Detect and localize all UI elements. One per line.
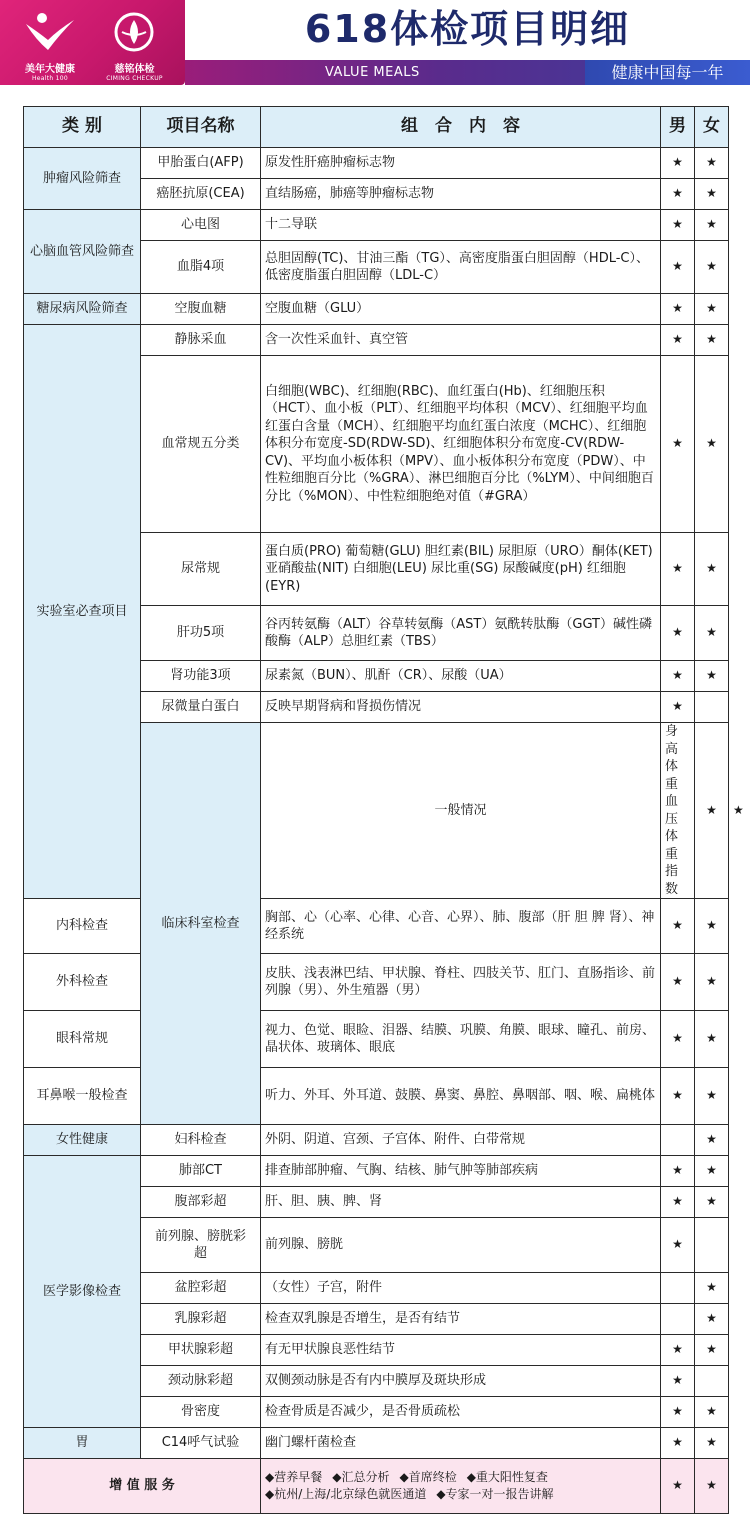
category-cell: 肿瘤风险筛查 [24,148,141,210]
ciming-name: 慈铭体检 [114,64,155,75]
female-mark: ★ [695,606,729,661]
item-content: 白细胞(WBC)、红细胞(RBC)、血红蛋白(Hb)、红细胞压积（HCT）、血小板（PLT）、红细胞平均体积（MCV）、红细胞平均血红蛋白含量（MCH）、红细胞平均血红蛋白浓度（MCHC）、红细胞体积分布宽度-SD(RDW-SD)、红细胞体积分布宽度-CV(RDW-CV)、平均血小板体积（MPV）、血小板体积分布宽度（PDW）、中性粒细胞百分比（%GRA）、淋巴细胞百分比（%LYM）、中间细胞百分比（%MON）、中性粒细胞绝对值（#GRA） [261,356,661,533]
item-content: 检查双乳腺是否增生，是否有结节 [261,1304,661,1335]
male-mark: ★ [661,1068,695,1125]
category-cell: 临床科室检查 [141,723,261,1125]
item-name: 耳鼻喉一般检查 [24,1068,141,1125]
male-mark: ★ [661,294,695,325]
item-name: 妇科检查 [141,1125,261,1156]
male-mark: ★ [661,210,695,241]
table-row [24,1156,729,1187]
female-mark: ★ [695,1273,729,1304]
male-mark: ★ [661,899,695,954]
female-mark: ★ [695,533,729,606]
male-mark: ★ [661,241,695,294]
header-male: 男 [661,107,695,148]
checkup-table [23,106,744,1514]
extra-services-row [24,1459,729,1514]
item-content: 双侧颈动脉是否有内中膜厚及斑块形成 [261,1366,661,1397]
female-mark: ★ [695,356,729,533]
meinian-logo [14,10,86,82]
table-row [24,1125,729,1156]
logo-panel [0,0,185,85]
service-item: ◆杭州/上海/北京绿色就医通道 [265,1487,427,1501]
item-content: 空腹血糖（GLU） [261,294,661,325]
page-title: 618体检项目明细 [304,7,631,51]
item-content: 检查骨质是否减少，是否骨质疏松 [261,1397,661,1428]
table-header-row [24,107,729,148]
female-mark: ★ [695,1187,729,1218]
item-content: 皮肤、浅表淋巴结、甲状腺、脊柱、四肢关节、肛门、直肠指诊、前列腺（男）、外生殖器（男） [261,954,661,1011]
male-mark: ★ [661,1011,695,1068]
female-mark: ★ [695,1335,729,1366]
header-category: 类 别 [24,107,141,148]
table-row [24,1011,729,1068]
category-cell: 女性健康 [24,1125,141,1156]
male-mark: ★ [661,1366,695,1397]
category-cell: 实验室必查项目 [24,325,141,899]
male-mark: ★ [661,692,695,723]
table-row [24,294,729,325]
header-item: 项目名称 [141,107,261,148]
male-mark [661,1304,695,1335]
slogan: 健康中国每一年 [585,60,750,85]
item-name: 颈动脉彩超 [141,1366,261,1397]
male-mark: ★ [661,179,695,210]
service-item: ◆首席终检 [399,1470,457,1484]
item-name: 静脉采血 [141,325,261,356]
female-mark: ★ [695,1125,729,1156]
female-mark: ★ [695,179,729,210]
item-name: 癌胚抗原(CEA) [141,179,261,210]
female-mark: ★ [695,1428,729,1459]
item-name: 空腹血糖 [141,294,261,325]
male-mark: ★ [661,1187,695,1218]
category-cell: 胃 [24,1428,141,1459]
service-item: ◆营养早餐 [265,1470,323,1484]
female-mark: ★ [695,1068,729,1125]
female-mark: ★ [695,241,729,294]
extra-services-content [261,1459,661,1514]
item-content: 肝、胆、胰、脾、肾 [261,1187,661,1218]
table-row [24,1068,729,1125]
item-name: 肺部CT [141,1156,261,1187]
female-mark: ★ [695,661,729,692]
item-content: 胸部、心（心率、心律、心音、心界）、肺、腹部（肝 胆 脾 肾）、神经系统 [261,899,661,954]
item-name: 甲状腺彩超 [141,1335,261,1366]
meinian-logo-icon [14,10,86,56]
female-mark: ★ [695,1304,729,1335]
male-mark: ★ [661,661,695,692]
male-mark: ★ [661,148,695,179]
item-content: 排查肺部肿瘤、气胸、结核、肺气肿等肺部疾病 [261,1156,661,1187]
item-name: 外科检查 [24,954,141,1011]
item-name: 前列腺、膀胱彩超 [141,1218,261,1273]
male-mark [661,1273,695,1304]
male-mark: ★ [661,1428,695,1459]
male-mark: ★ [661,1156,695,1187]
header-female: 女 [695,107,729,148]
female-mark: ★ [695,294,729,325]
item-name: 血脂4项 [141,241,261,294]
male-mark: ★ [661,325,695,356]
service-item: ◆重大阳性复查 [466,1470,548,1484]
item-content: 幽门螺杆菌检查 [261,1428,661,1459]
service-item: ◆专家一对一报告讲解 [436,1487,554,1501]
male-mark: ★ [661,533,695,606]
female-mark [695,692,729,723]
item-name: 甲胎蛋白(AFP) [141,148,261,179]
female-mark: ★ [695,1156,729,1187]
item-name: C14呼气试验 [141,1428,261,1459]
item-content: 外阴、阴道、宫颈、子宫体、附件、白带常规 [261,1125,661,1156]
item-content: 总胆固醇(TC)、甘油三酯（TG）、高密度脂蛋白胆固醇（HDL-C）、低密度脂蛋白胆固醇（LDL-C） [261,241,661,294]
table-row [24,325,729,356]
value-meals-label: VALUE MEALS [325,65,420,80]
item-name: 血常规五分类 [141,356,261,533]
item-content: 视力、色觉、眼睑、泪器、结膜、巩膜、角膜、眼球、瞳孔、前房、晶状体、玻璃体、眼底 [261,1011,661,1068]
item-name: 骨密度 [141,1397,261,1428]
meinian-name: 美年大健康 [25,64,75,75]
item-name: 盆腔彩超 [141,1273,261,1304]
item-content: 蛋白质(PRO) 葡萄糖(GLU) 胆红素(BIL) 尿胆原（URO）酮体(KET) 亚硝酸盐(NIT) 白细胞(LEU) 尿比重(SG) 尿酸碱度(pH) 红细胞(EYR) [261,533,661,606]
female-mark: ★ [695,1397,729,1428]
male-mark [661,1125,695,1156]
item-content: 十二导联 [261,210,661,241]
item-name: 肾功能3项 [141,661,261,692]
male-mark: ★ [695,723,729,899]
table-row [24,210,729,241]
male-mark: ★ [661,1459,695,1514]
female-mark: ★ [695,954,729,1011]
ciming-logo-icon [92,10,177,56]
ciming-logo [92,10,177,82]
item-name: 内科检查 [24,899,141,954]
male-mark: ★ [661,356,695,533]
item-name: 心电图 [141,210,261,241]
header-content: 组 合 内 容 [261,107,661,148]
table-row [24,1428,729,1459]
ciming-en: CIMING CHECKUP [106,75,163,82]
item-content: （女性）子宫，附件 [261,1273,661,1304]
male-mark: ★ [661,1397,695,1428]
item-content: 前列腺、膀胱 [261,1218,661,1273]
item-content: 含一次性采血针、真空管 [261,325,661,356]
table-row [24,899,729,954]
category-cell: 心脑血管风险筛查 [24,210,141,294]
item-content: 听力、外耳、外耳道、鼓膜、鼻窦、鼻腔、鼻咽部、咽、喉、扁桃体 [261,1068,661,1125]
male-mark: ★ [661,1335,695,1366]
category-cell: 糖尿病风险筛查 [24,294,141,325]
male-mark: ★ [661,954,695,1011]
item-content: 原发性肝癌肿瘤标志物 [261,148,661,179]
item-content: 有无甲状腺良恶性结节 [261,1335,661,1366]
male-mark: ★ [661,1218,695,1273]
item-content: 尿素氮（BUN）、肌酐（CR）、尿酸（UA） [261,661,661,692]
female-mark: ★ [695,148,729,179]
item-name: 肝功5项 [141,606,261,661]
item-name: 一般情况 [261,723,661,899]
category-cell: 医学影像检查 [24,1156,141,1428]
table-row: 临床科室检查 一般情况 身高 体重 血压 体重指数 ★ ★ [24,723,729,899]
table-row [24,148,729,179]
meinian-en: Health 100 [31,75,69,82]
item-name: 尿常规 [141,533,261,606]
item-content: 直结肠癌，肺癌等肿瘤标志物 [261,179,661,210]
service-item: ◆汇总分析 [332,1470,390,1484]
female-mark: ★ [695,325,729,356]
item-name: 腹部彩超 [141,1187,261,1218]
item-name: 眼科常规 [24,1011,141,1068]
female-mark: ★ [695,210,729,241]
table-row [24,954,729,1011]
male-mark: ★ [661,606,695,661]
item-content: 反映早期肾病和肾损伤情况 [261,692,661,723]
item-name: 乳腺彩超 [141,1304,261,1335]
female-mark [695,1218,729,1273]
female-mark [695,1366,729,1397]
extra-services-label: 增 值 服 务 [24,1459,261,1514]
item-name: 尿微量白蛋白 [141,692,261,723]
female-mark: ★ [695,1459,729,1514]
female-mark: ★ [695,1011,729,1068]
item-content: 谷丙转氨酶（ALT）谷草转氨酶（AST）氨酰转肽酶（GGT）碱性磷酸酶（ALP）总胆红素（TBS） [261,606,661,661]
female-mark: ★ [695,899,729,954]
item-content: 身高 体重 血压 体重指数 [661,723,695,899]
